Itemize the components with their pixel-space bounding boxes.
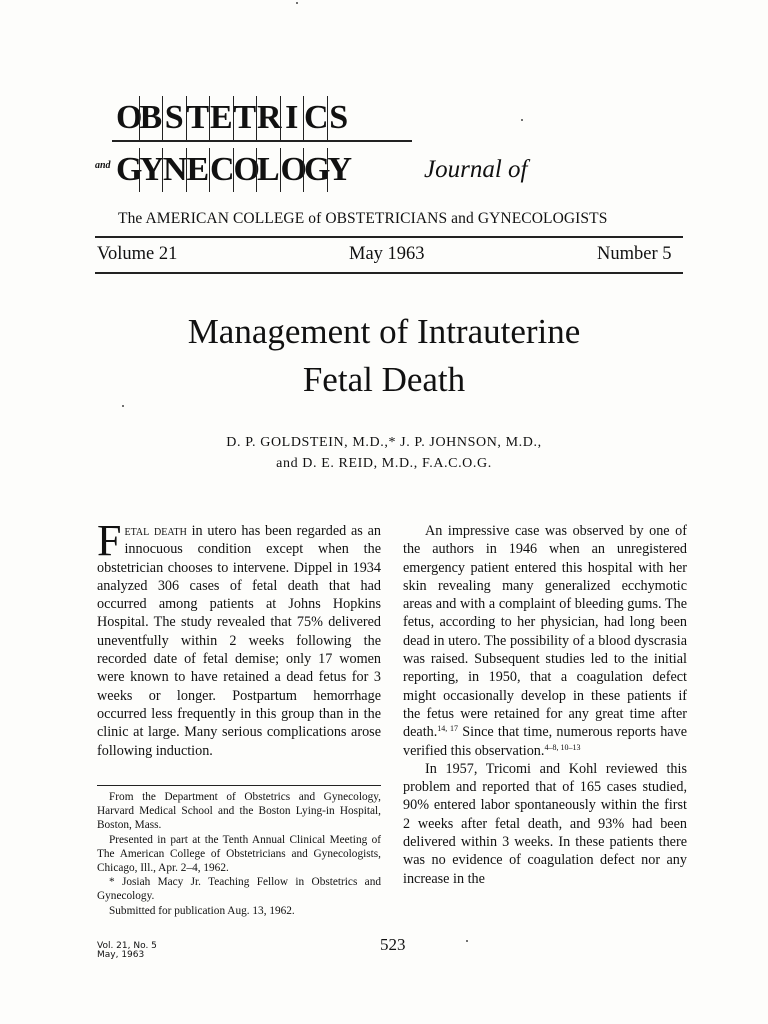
masthead-letter: N — [162, 148, 186, 192]
volume-label: Volume 21 — [97, 244, 178, 264]
masthead-gynecology — [116, 148, 353, 192]
issue-number: Number 5 — [597, 244, 672, 264]
article-title-line1: Management of Intrauterine — [187, 312, 581, 351]
masthead-letter: Y — [139, 148, 163, 192]
drop-cap: F — [97, 516, 122, 565]
masthead-letter: O — [280, 148, 304, 192]
smallcaps-lead: etal death — [124, 523, 187, 539]
issue-date: May 1963 — [349, 244, 425, 264]
masthead-letter: Y — [327, 148, 351, 192]
reference-superscript: 4–8, 10–13 — [544, 742, 581, 752]
masthead-letter: S — [327, 96, 351, 140]
masthead-and: and — [95, 160, 111, 171]
masthead-letter: O — [233, 148, 257, 192]
masthead-letter: R — [256, 96, 280, 140]
reference-superscript: 14, 17 — [437, 724, 458, 734]
masthead-letter: G — [303, 148, 327, 192]
page-number: 523 — [380, 935, 406, 954]
authors-line1: D. P. GOLDSTEIN, M.D.,* J. P. JOHNSON, M.D., — [226, 435, 542, 450]
masthead-letter: B — [139, 96, 163, 140]
footnote-fellow: * Josiah Macy Jr. Teaching Fellow in Obstetrics and Gynecology. — [97, 876, 381, 903]
footnotes — [97, 790, 381, 918]
folio-volume: Vol. 21, No. 5 — [97, 941, 157, 951]
folio-date: May, 1963 — [97, 950, 145, 960]
intro-paragraph — [97, 516, 381, 760]
masthead-letter: T — [186, 96, 210, 140]
case-text-cont: Since that time, numerous reports have verified this observation. — [403, 724, 687, 759]
case-text: An impressive case was observed by one of the authors in 1946 when an unregistered emergency patient entered this hospital with her skin revealing many generalized ecchymotic areas and with a complaint of bleeding gums. The fetus, according to her physician, had long been dead in utero. The possibility of a blood dyscrasia was raised. Subsequent studies led to the initial reporting, in 1950, that a coagulation defect might occasionally develop in these patients if the fetus were retained for any great time after death. — [403, 523, 687, 741]
tricomi-paragraph: In 1957, Tricomi and Kohl reviewed this problem and reported that of 165 cases studied, 90% entered labor spontaneously within the first 2 weeks after fetal death, and 93% had been delivered within 3 weeks. In these patients there was no evidence of coagulation defect nor any increase in the — [403, 760, 687, 887]
masthead-letter: S — [162, 96, 186, 140]
footnote-affiliation: From the Department of Obstetrics and Gynecology, Harvard Medical School and the Boston Lying-in Hospital, Boston, Mass. — [97, 791, 381, 832]
right-column — [403, 522, 687, 888]
article-title-line2: Fetal Death — [302, 360, 466, 399]
left-column — [97, 516, 381, 760]
scan-speck — [466, 940, 468, 942]
intro-text: in utero has been regarded as an innocuous condition except when the obstetrician chooses to intervene. Dippel in 1934 analyzed 306 cases of fetal death that had occurred among patients at Johns Hopkins Hospital. The study revealed that 75% delivered uneventfully within 2 weeks following the recorded date of fetal demise; only 17 women were known to have retained a dead fetus for 3 weeks or longer. Postpartum hemorrhage occurred less frequently in this group than in the clinic at large. Many serious complications arose following induction. — [97, 523, 381, 759]
masthead-letter: G — [116, 151, 143, 188]
masthead-letter: E — [209, 96, 233, 140]
scan-speck — [521, 119, 523, 121]
masthead-obstetrics — [116, 96, 350, 140]
masthead-divider — [112, 140, 412, 142]
footnote-rule — [97, 785, 381, 786]
journal-of-label: Journal of — [424, 156, 528, 183]
masthead-letter: C — [303, 96, 327, 140]
header-rule-bottom — [95, 272, 683, 274]
authors-line2: and D. E. REID, M.D., F.A.C.O.G. — [276, 456, 492, 471]
scan-speck — [296, 2, 298, 4]
header-rule-top — [95, 236, 683, 238]
footnote-presented: Presented in part at the Tenth Annual Clinical Meeting of The American College of Obstetricians and Gynecologists, Chicago, Ill., Apr. 2–4, 1962. — [97, 833, 381, 875]
masthead-letter: O — [116, 99, 143, 136]
masthead-letter: I — [280, 96, 304, 140]
masthead-letter: E — [186, 148, 210, 192]
case-paragraph — [403, 522, 687, 760]
scan-speck — [122, 405, 124, 407]
masthead-letter: L — [256, 148, 280, 192]
masthead-letter: T — [233, 96, 257, 140]
masthead-letter: C — [209, 148, 233, 192]
footnote-submitted: Submitted for publication Aug. 13, 1962. — [109, 904, 295, 917]
college-name: The AMERICAN COLLEGE of OBSTETRICIANS and GYNECOLOGISTS — [118, 210, 608, 227]
